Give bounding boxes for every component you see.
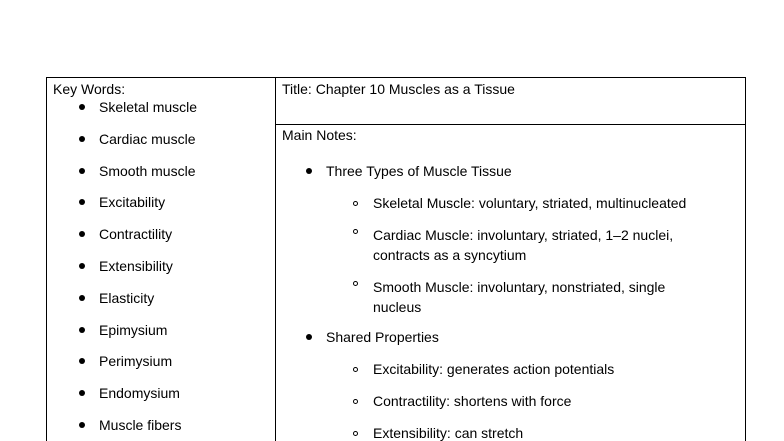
column-divider	[275, 78, 276, 441]
bullet-icon	[79, 231, 85, 237]
note-item-smooth: Smooth Muscle: involuntary, nonstriated, single nucleus	[304, 275, 725, 329]
note-item-cardiac: Cardiac Muscle: involuntary, striated, 1–2 nuclei, contracts as a syncytium	[304, 223, 725, 279]
note-item-extensibility: Extensibility: can stretch	[304, 425, 725, 441]
bullet-icon	[79, 168, 85, 174]
bullet-icon	[79, 104, 85, 110]
note-item-skeletal: Skeletal Muscle: voluntary, striated, multinucleated	[304, 195, 725, 227]
key-word-item: Extensibility	[77, 258, 197, 290]
key-word-item: Contractility	[77, 226, 197, 258]
hollow-bullet-icon	[353, 229, 358, 234]
hollow-bullet-icon	[353, 399, 358, 404]
bullet-icon	[306, 168, 312, 174]
main-notes-header: Main Notes:	[282, 127, 357, 143]
key-word-item: Endomysium	[77, 385, 197, 417]
key-word-item: Epimysium	[77, 322, 197, 354]
bullet-icon	[79, 390, 85, 396]
key-words-header: Key Words:	[53, 81, 126, 97]
main-notes-list	[304, 163, 725, 441]
hollow-bullet-icon	[353, 201, 358, 206]
hollow-bullet-icon	[353, 431, 358, 436]
hollow-bullet-icon	[353, 367, 358, 372]
key-word-item: Skeletal muscle	[77, 99, 197, 131]
bullet-icon	[79, 327, 85, 333]
row-divider	[275, 124, 745, 125]
bullet-icon	[306, 334, 312, 340]
note-section-three-types: Three Types of Muscle Tissue	[304, 163, 725, 195]
key-word-item: Elasticity	[77, 290, 197, 322]
key-words-list	[77, 99, 197, 441]
note-section-shared-properties: Shared Properties	[304, 329, 725, 361]
bullet-icon	[79, 263, 85, 269]
note-item-excitability: Excitability: generates action potentials	[304, 361, 725, 393]
chapter-title: Title: Chapter 10 Muscles as a Tissue	[282, 81, 515, 97]
bullet-icon	[79, 422, 85, 428]
note-item-contractility: Contractility: shortens with force	[304, 393, 725, 425]
hollow-bullet-icon	[353, 281, 358, 286]
key-word-item: Smooth muscle	[77, 163, 197, 195]
key-word-item: Cardiac muscle	[77, 131, 197, 163]
key-word-item: Muscle fibers	[77, 417, 197, 441]
bullet-icon	[79, 295, 85, 301]
key-word-item: Perimysium	[77, 353, 197, 385]
bullet-icon	[79, 136, 85, 142]
key-word-item: Excitability	[77, 194, 197, 226]
bullet-icon	[79, 199, 85, 205]
bullet-icon	[79, 358, 85, 364]
